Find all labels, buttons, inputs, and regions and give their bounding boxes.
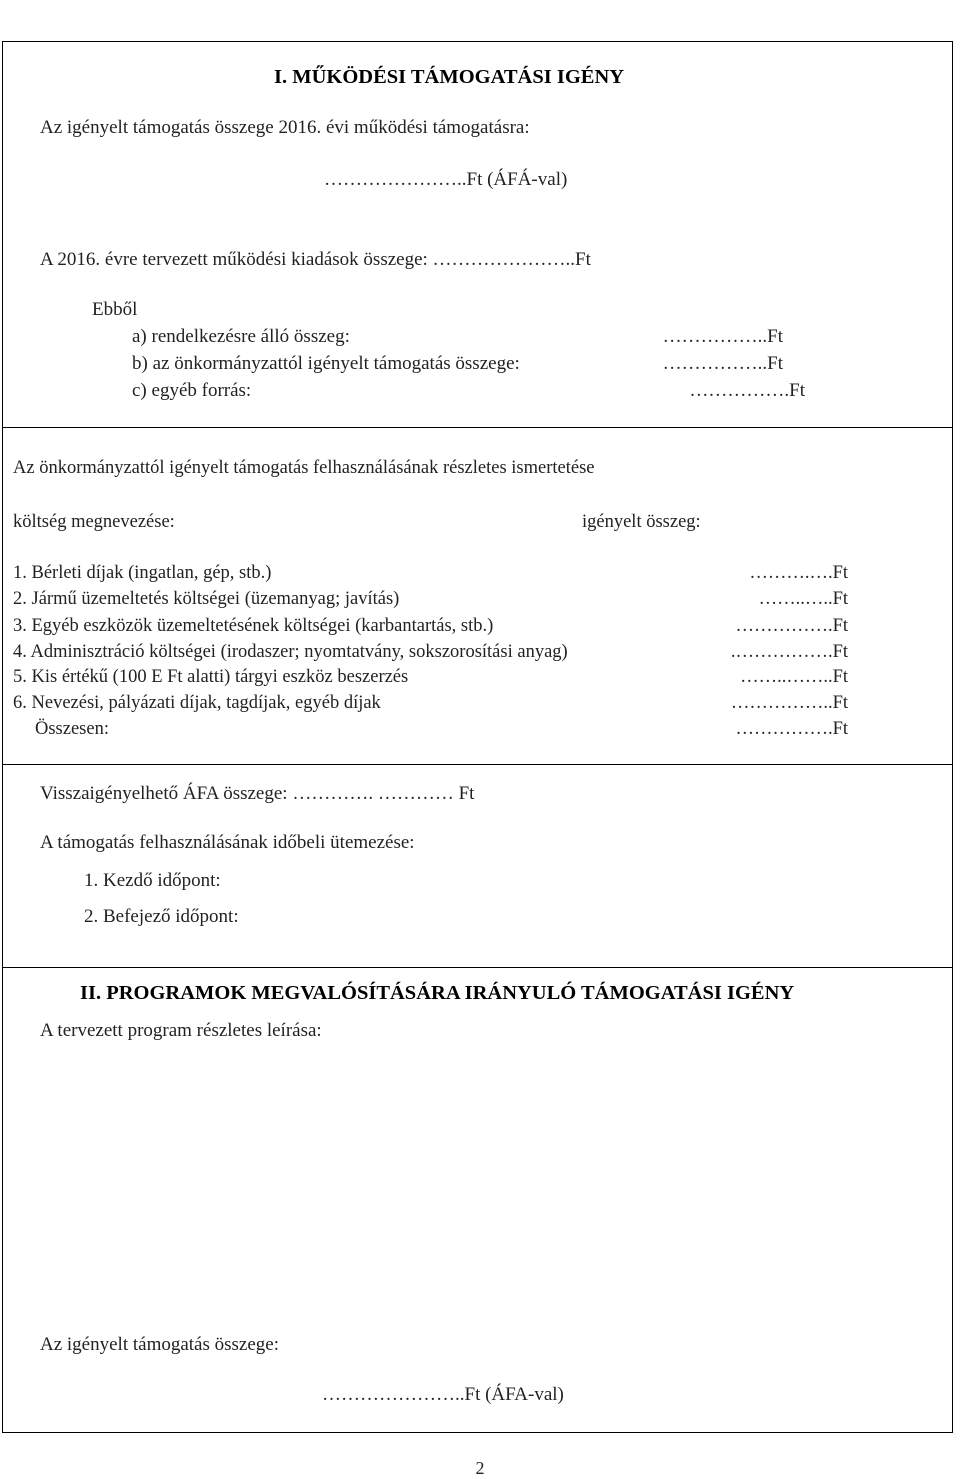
program-requested-label: Az igényelt támogatás összege: xyxy=(40,1334,280,1355)
breakdown-b-value: ……………..Ft xyxy=(662,353,783,374)
breakdown-a-label: a) rendelkezésre álló összeg: xyxy=(132,326,350,347)
schedule-end: 2. Befejező időpont: xyxy=(84,906,239,927)
section1-title: I. MŰKÖDÉSI TÁMOGATÁSI IGÉNY xyxy=(274,66,625,88)
col-amount-header: igényelt összeg: xyxy=(582,512,701,532)
cost-item-label: 6. Nevezési, pályázati díjak, tagdíjak, egyéb díjak xyxy=(13,693,381,713)
breakdown-b-label: b) az önkormányzattól igényelt támogatás összege: xyxy=(132,353,520,374)
cost-item-label: 1. Bérleti díjak (ingatlan, gép, stb.) xyxy=(13,563,272,583)
breakdown-heading: Ebből xyxy=(92,299,138,320)
cost-item-value: .…………….Ft xyxy=(730,642,848,662)
cost-item-value: ……..…..Ft xyxy=(758,589,848,609)
requested-line: Az igényelt támogatás összege 2016. évi működési támogatásra: xyxy=(40,117,530,138)
cost-item-label: 3. Egyéb eszközök üzemeltetésének költségei (karbantartás, stb.) xyxy=(13,616,494,636)
divider-2 xyxy=(3,764,952,765)
cost-item-value: ……………..Ft xyxy=(730,693,848,713)
cost-item-value: …………….Ft xyxy=(735,616,848,636)
cost-item-label: 4. Adminisztráció költségei (irodaszer; nyomtatvány, sokszorosítási anyag) xyxy=(13,642,568,662)
total-label: Összesen: xyxy=(35,719,109,739)
details-heading: Az önkormányzattól igényelt támogatás felhasználásának részletes ismertetése xyxy=(13,458,595,478)
program-requested-amount: …………………..Ft (ÁFA-val) xyxy=(322,1384,564,1405)
page-number: 2 xyxy=(475,1458,485,1478)
breakdown-c-label: c) egyéb forrás: xyxy=(132,380,252,401)
planned-expenses: A 2016. évre tervezett működési kiadások összege: …………………..Ft xyxy=(40,249,591,270)
divider-1 xyxy=(3,427,952,428)
col-name-header: költség megnevezése: xyxy=(13,512,175,532)
total-value: …………….Ft xyxy=(735,719,848,739)
divider-3 xyxy=(3,967,952,968)
vat-line: Visszaigényelhető ÁFA összege: …………. ………… Ft xyxy=(40,783,475,804)
cost-item-label: 2. Jármű üzemeltetés költségei (üzemanyag; javítás) xyxy=(13,589,400,609)
cost-item-value: ……..……..Ft xyxy=(740,667,848,687)
section2-title: II. PROGRAMOK MEGVALÓSÍTÁSÁRA IRÁNYULÓ TÁMOGATÁSI IGÉNY xyxy=(80,982,795,1004)
breakdown-a-value: ……………..Ft xyxy=(662,326,783,347)
schedule-start: 1. Kezdő időpont: xyxy=(84,870,221,891)
requested-amount: …………………..Ft (ÁFÁ-val) xyxy=(324,169,568,190)
cost-item-value: ……….….Ft xyxy=(749,563,848,583)
cost-item-label: 5. Kis értékű (100 E Ft alatti) tárgyi eszköz beszerzés xyxy=(13,667,409,687)
schedule-heading: A támogatás felhasználásának időbeli ütemezése: xyxy=(40,832,415,853)
program-description-label: A tervezett program részletes leírása: xyxy=(40,1020,322,1041)
breakdown-c-value: …………….Ft xyxy=(689,380,805,401)
